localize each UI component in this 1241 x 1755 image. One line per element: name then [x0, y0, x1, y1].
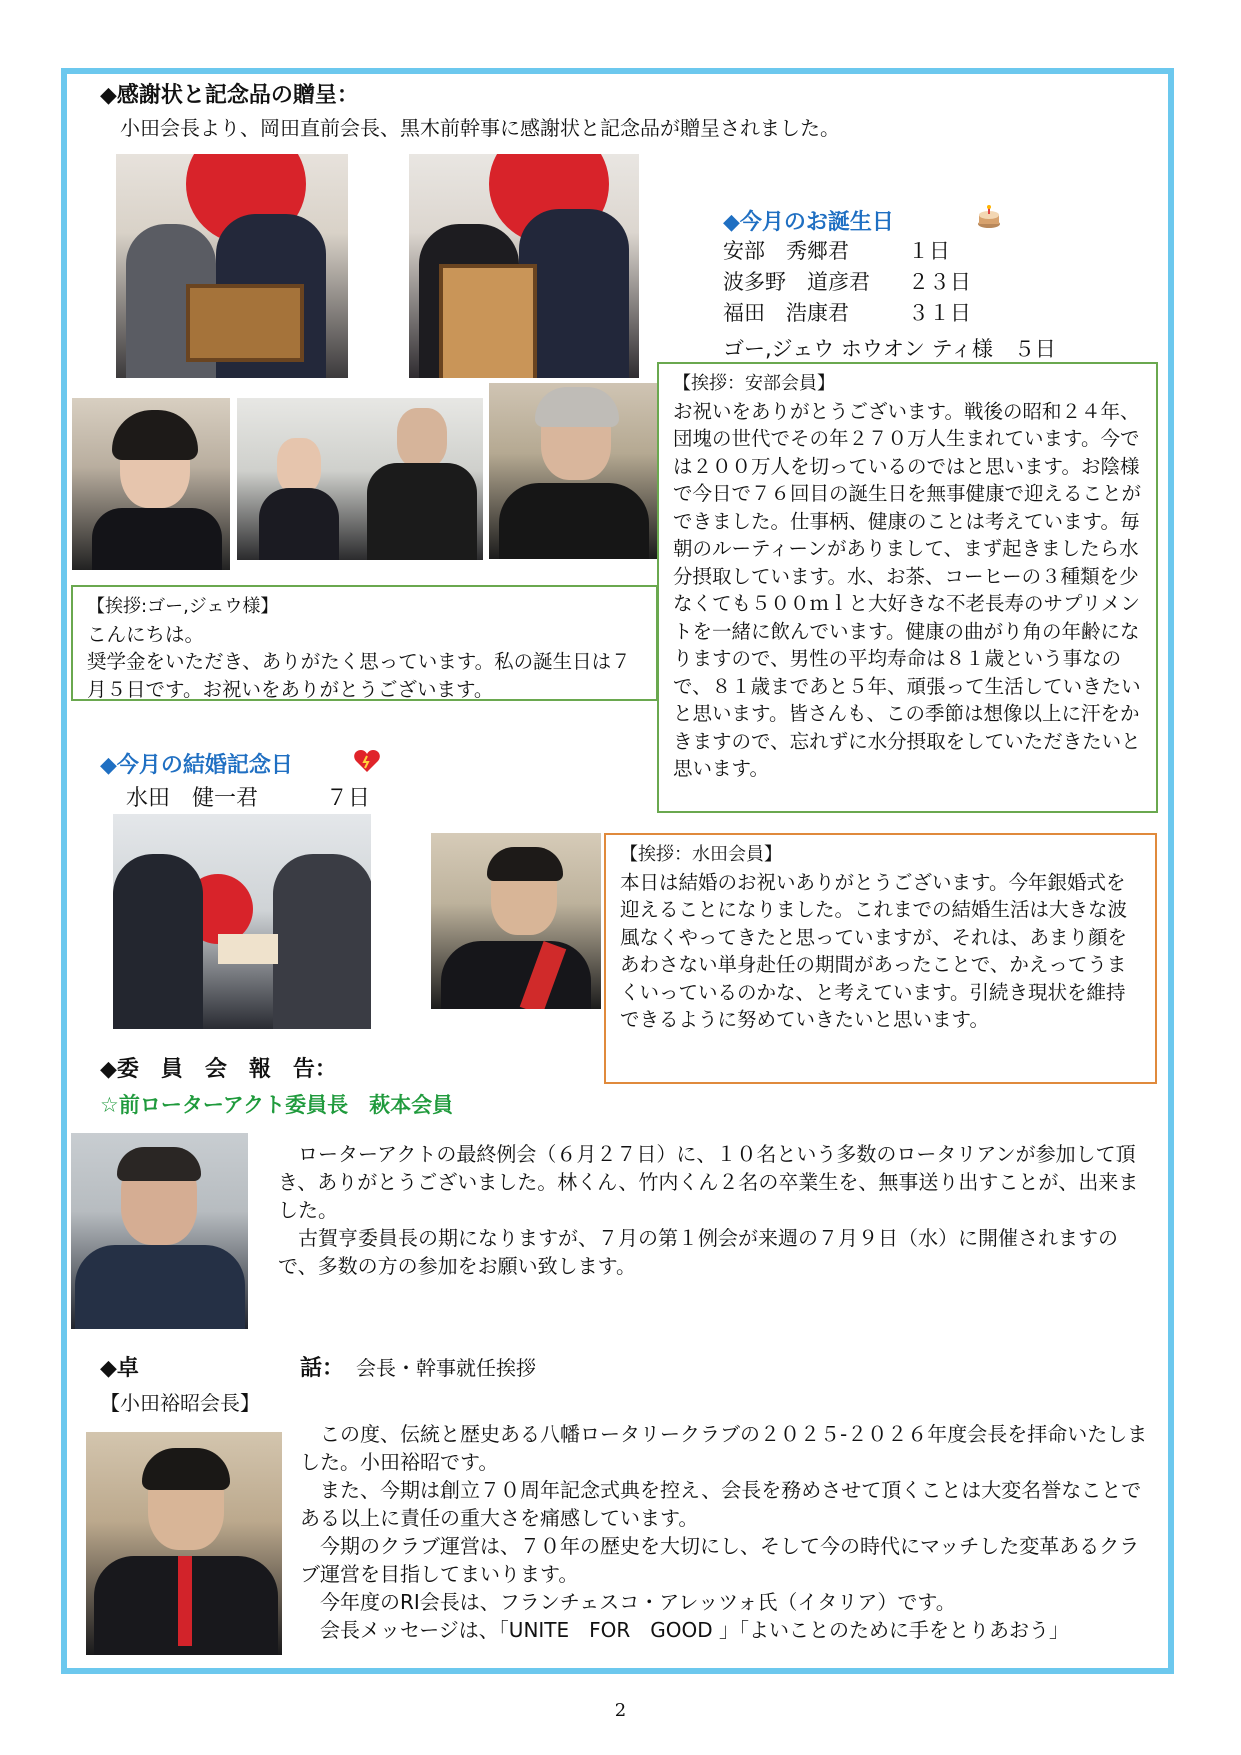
birthday-day: ２３日: [908, 270, 971, 294]
talk-para4: 今年度のRI会長は、フランチェスコ・アレッツォ氏（イタリア）です。: [320, 1590, 956, 1614]
go-speech-title: 【挨拶:ゴー,ジェウ様】: [87, 596, 279, 617]
talk-para5: 会長メッセージは、「UNITE FOR GOOD 」「よいことのために手をとりあおう」: [320, 1618, 1070, 1642]
birthday-list: [723, 236, 971, 329]
birthday-name: 福田 浩康君: [723, 301, 849, 325]
mizuta-speech-title: 【挨拶：水田会員】: [620, 844, 782, 865]
mizuta-speech-box: [604, 833, 1157, 1084]
photo-abe-speech: [489, 383, 657, 559]
talk-para1: この度、伝統と歴史ある八幡ロータリークラブの２０２５-２０２６年度会長を拝命いたしました。小田裕昭です。: [300, 1422, 1148, 1474]
abe-speech-box: [657, 362, 1158, 813]
photo-go-speech: [72, 398, 230, 570]
birthday-row: [723, 236, 971, 267]
wedding-day: ７日: [326, 786, 371, 811]
heart-icon: [353, 748, 381, 774]
photo-oda: [86, 1432, 282, 1655]
photo-gift-okada: [116, 154, 348, 378]
abe-speech-body: お祝いをありがとうございます。戦後の昭和２４年、団塊の世代でその年２７０万人生まれています。今では２００万人を切っているのではと思います。お陰様で今日で７６回目の誕生日を無事健康で迎えることができました。仕事柄、健康のことは考えています。毎朝のルーティーンがありまして、まず起きましたら水分摂取しています。水、お茶、コーヒーの３種類を少なくても５００ｍｌと大好きな不老長寿のサプリメントを一緒に飲んでいます。健康の曲がり角の年齢になりますので、男性の平均寿命は８１歳という事なので、８１歳まであと５年、頑張って生活していきたいと思います。皆さんも、この季節は想像以上に汗をかきますので、忘れずに水分摂取をしていただきたいと思います。: [673, 399, 1142, 780]
photo-go-abe: [237, 398, 483, 560]
talk-subject: 会長・幹事就任挨拶: [356, 1356, 536, 1380]
committee-heading: ◆委 員 会 報 告：: [100, 1057, 337, 1082]
photo-wedding-gift: [113, 814, 371, 1029]
birthday-heading: ◆今月のお誕生日: [723, 210, 894, 235]
birthday-name: 波多野 道彦君: [723, 270, 870, 294]
committee-para1: ローターアクトの最終例会（６月２７日）に、１０名という多数のロータリアンが参加して頂き、ありがとうございました。林くん、竹内くん２名の卒業生を、無事送り出すことが、出来ました。: [278, 1142, 1139, 1222]
go-speech-line2: 奨学金をいただき、ありがたく思っています。私の誕生日は７月５日です。お祝いをありがとうございます。: [87, 650, 631, 701]
birthday-row: [723, 267, 971, 298]
birthday-row: [723, 298, 971, 329]
committee-body: [278, 1140, 1148, 1280]
talk-speaker: 【小田裕昭会長】: [100, 1391, 260, 1415]
birthday-day: ３１日: [908, 301, 971, 325]
photo-gift-kuroki: [409, 154, 639, 378]
page-number: 2: [614, 1700, 627, 1721]
talk-heading-a: ◆卓: [100, 1356, 139, 1381]
cake-icon: [976, 204, 1002, 230]
photo-mizuta-speech: [431, 833, 601, 1009]
birthday-extra: ゴー,ジェウ ホウオン ティ様 ５日: [723, 337, 1056, 361]
gift-heading: ◆感謝状と記念品の贈呈：: [100, 83, 359, 108]
abe-speech-title: 【挨拶：安部会員】: [673, 373, 835, 394]
talk-para2: また、今期は創立７０周年記念式典を控え、会長を務めさせて頂くことは大変名誉なことである以上に責任の重大さを痛感しています。: [300, 1478, 1142, 1530]
gift-text: 小田会長より、岡田直前会長、黒木前幹事に感謝状と記念品が贈呈されました。: [120, 116, 840, 140]
talk-heading-b: 話：: [300, 1356, 345, 1381]
talk-body: [300, 1420, 1150, 1644]
photo-hagimoto: [71, 1133, 248, 1329]
committee-para2: 古賀亨委員長の期になりますが、７月の第１例会が来週の７月９日（水）に開催されますので、多数の方の参加をお願い致します。: [278, 1226, 1118, 1278]
committee-subheading: ☆前ローターアクト委員長 萩本会員: [100, 1093, 454, 1117]
talk-para3: 今期のクラブ運営は、７０年の歴史を大切にし、そして今の時代にマッチした変革あるクラブ運営を目指してまいります。: [300, 1534, 1140, 1586]
wedding-heading: ◆今月の結婚記念日: [100, 753, 293, 778]
wedding-name: 水田 健一君: [126, 786, 259, 811]
go-speech-line1: こんにちは。: [87, 622, 205, 646]
birthday-day: １日: [908, 239, 950, 263]
birthday-name: 安部 秀郷君: [723, 239, 849, 263]
mizuta-speech-body: 本日は結婚のお祝いありがとうございます。今年銀婚式を迎えることになりました。これまでの結婚生活は大きな波風なくやってきたと思っていますが、それは、あまり顔をあわさない単身赴任の期間があったことで、かえってうまくいっているのかな、と考えています。引続き現状を維持できるように努めていきたいと思います。: [620, 870, 1128, 1031]
go-speech-box: [71, 585, 658, 701]
